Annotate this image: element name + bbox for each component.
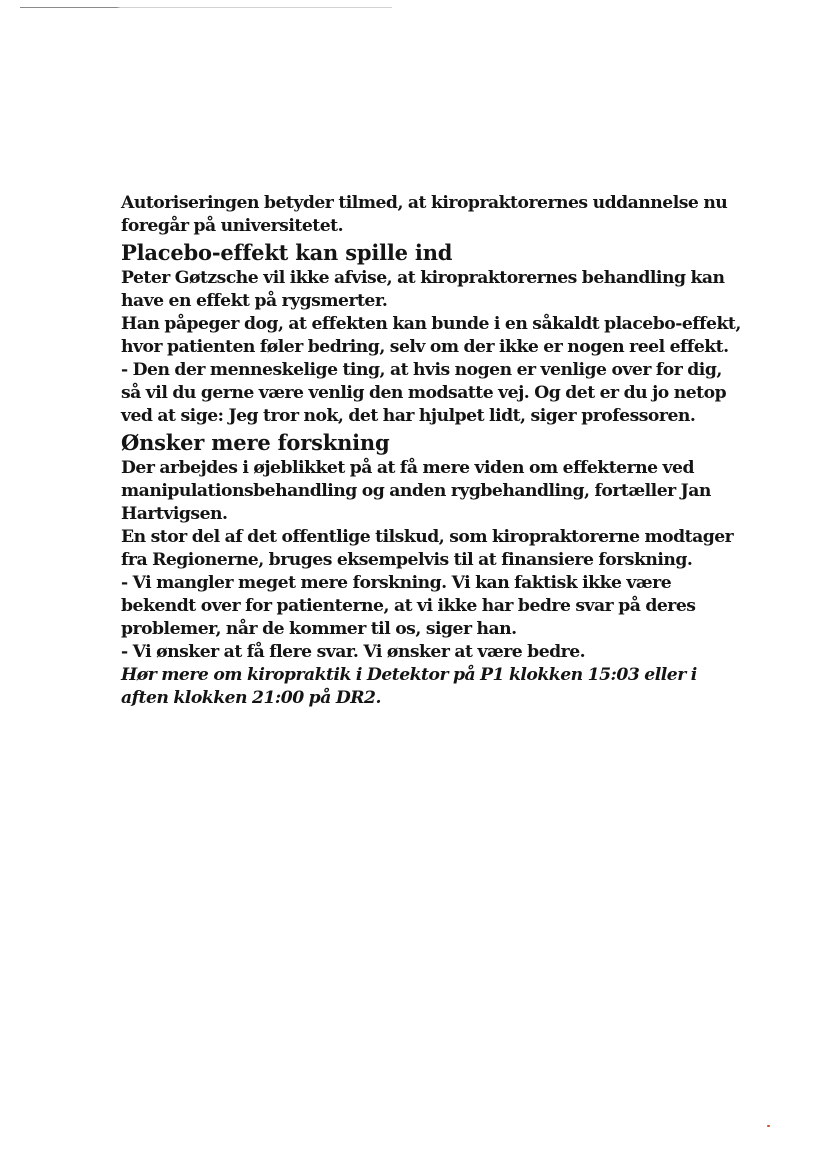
paragraph-placebo-explanation: Han påpeger dog, at effekten kan bunde i en såkaldt placebo-effekt, hvor patienten føler bedring, selv om der ikke er nogen reel effekt. [121, 314, 741, 357]
heading-placebo-effect: Placebo-effekt kan spille ind [121, 240, 453, 265]
broadcast-note: Hør mere om kiropraktik i Detektor på P1 klokken 15:03 eller i aften klokken 21:00 på DR2. [121, 665, 697, 708]
article-body [121, 192, 741, 710]
paragraph-authorisation: Autoriseringen betyder tilmed, at kiropraktorernes uddannelse nu foregår på universitetet. [121, 193, 728, 236]
quote-professor: - Den der menneskelige ting, at hvis nogen er venlige over for dig, så vil du gerne være venlig den modsatte vej. Og det er du jo netop ved at sige: Jeg tror nok, det har hjulpet lidt, siger professoren. [121, 360, 727, 426]
scan-speck [767, 1125, 770, 1127]
quote-want-answers: - Vi ønsker at få flere svar. Vi ønsker at være bedre. [121, 642, 586, 662]
paragraph-public-funding: En stor del af det offentlige tilskud, som kiropraktorerne modtager fra Regionerne, bruges eksempelvis til at finansiere forskning. [121, 527, 734, 570]
quote-need-research: - Vi mangler meget mere forskning. Vi kan faktisk ikke være bekendt over for patienterne, at vi ikke har bedre svar på deres problemer, når de kommer til os, siger han. [121, 573, 696, 639]
paragraph-gotzsche-effect: Peter Gøtzsche vil ikke afvise, at kiropraktorernes behandling kan have en effekt på rygsmerter. [121, 268, 725, 311]
paragraph-research-ongoing: Der arbejdes i øjeblikket på at få mere viden om effekterne ved manipulationsbehandling og anden rygbehandling, fortæller Jan Hartvigsen. [121, 458, 711, 524]
heading-more-research: Ønsker mere forskning [121, 430, 390, 455]
scan-top-rule [20, 7, 392, 8]
